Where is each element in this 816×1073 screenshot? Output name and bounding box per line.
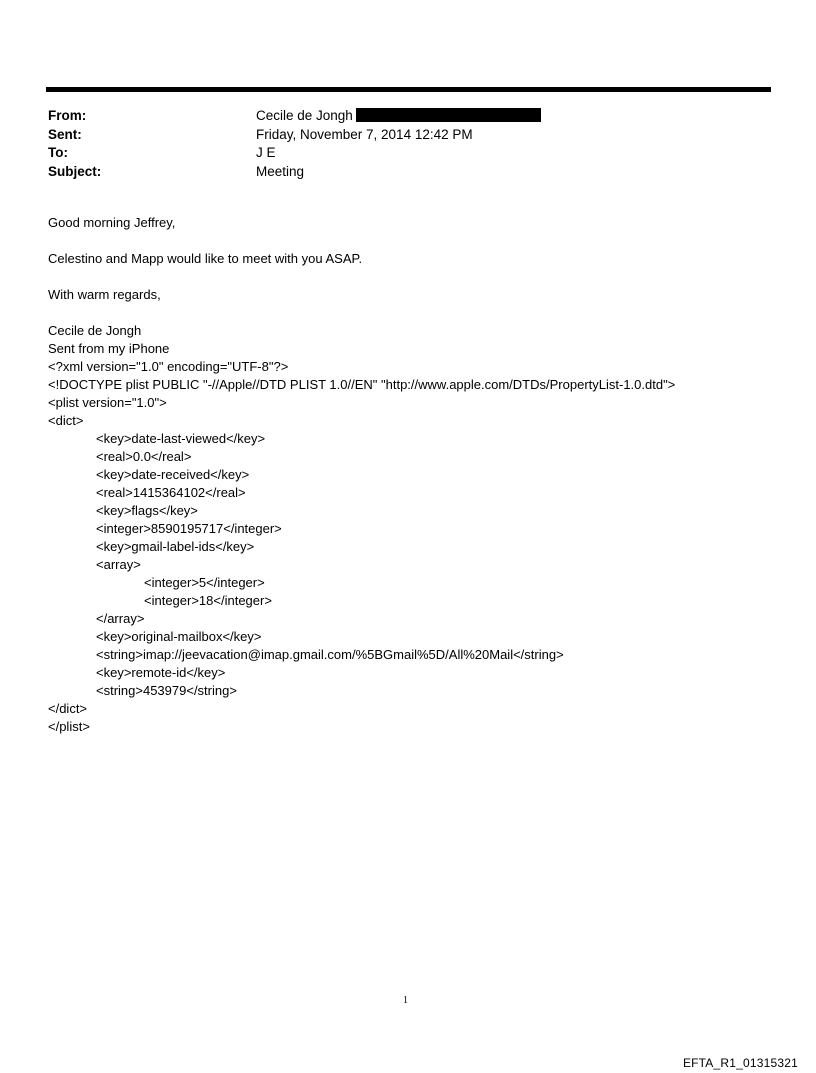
plist-line: </plist>: [48, 719, 90, 734]
plist-line: <string>453979</string>: [96, 683, 237, 698]
plist-line: <real>0.0</real>: [96, 449, 192, 464]
redaction-box: [356, 108, 541, 122]
sent-label: Sent:: [48, 126, 82, 142]
closing: With warm regards,: [48, 287, 161, 302]
plist-line: <real>1415364102</real>: [96, 485, 246, 500]
to-row: [48, 144, 541, 163]
plist-line: <key>date-last-viewed</key>: [96, 431, 266, 446]
email-header: [48, 107, 541, 181]
to-label: To:: [48, 145, 68, 160]
subject-label: Subject:: [48, 163, 102, 179]
plist-line: <!DOCTYPE plist PUBLIC "-//Apple//DTD PLIST 1.0//EN" "http://www.apple.com/DTDs/PropertyList-1.0.dtd">: [48, 377, 676, 392]
from-value: [256, 107, 541, 126]
plist-line: <?xml version="1.0" encoding="UTF-8"?>: [48, 359, 289, 374]
plist-line: </dict>: [48, 701, 88, 716]
header-divider: [46, 87, 771, 92]
plist-line: <key>date-received</key>: [96, 467, 250, 482]
sent-value: Friday, November 7, 2014 12:42 PM: [256, 126, 473, 142]
subject-row: [48, 163, 541, 182]
plist-line: <key>original-mailbox</key>: [96, 629, 262, 644]
page-number: 1: [403, 995, 408, 1006]
email-body: [48, 214, 362, 358]
from-label: From:: [48, 108, 87, 123]
message-line: Celestino and Mapp would like to meet with you ASAP.: [48, 251, 363, 266]
plist-line: <integer>5</integer>: [144, 575, 265, 590]
sender-name: Cecile de Jongh: [256, 108, 353, 123]
plist-line: <array>: [96, 557, 141, 572]
plist-line: </array>: [96, 611, 145, 626]
bates-number: EFTA_R1_01315321: [682, 1056, 798, 1070]
from-row: [48, 107, 541, 126]
plist-line: <integer>18</integer>: [144, 593, 272, 608]
sent-row: [48, 126, 541, 145]
greeting: Good morning Jeffrey,: [48, 215, 176, 230]
plist-line: <key>remote-id</key>: [96, 665, 226, 680]
plist-line: <integer>8590195717</integer>: [96, 521, 282, 536]
plist-line: <string>imap://jeevacation@imap.gmail.com/%5BGmail%5D/All%20Mail</string>: [96, 647, 564, 662]
plist-line: <plist version="1.0">: [48, 395, 167, 410]
plist-line: <key>gmail-label-ids</key>: [96, 539, 255, 554]
signature-device: Sent from my iPhone: [48, 341, 170, 356]
plist-block: [48, 358, 675, 736]
subject-value: Meeting: [256, 163, 305, 179]
signature-name: Cecile de Jongh: [48, 323, 142, 338]
plist-line: <key>flags</key>: [96, 503, 198, 518]
plist-line: <dict>: [48, 413, 84, 428]
to-value: J E: [256, 145, 276, 160]
